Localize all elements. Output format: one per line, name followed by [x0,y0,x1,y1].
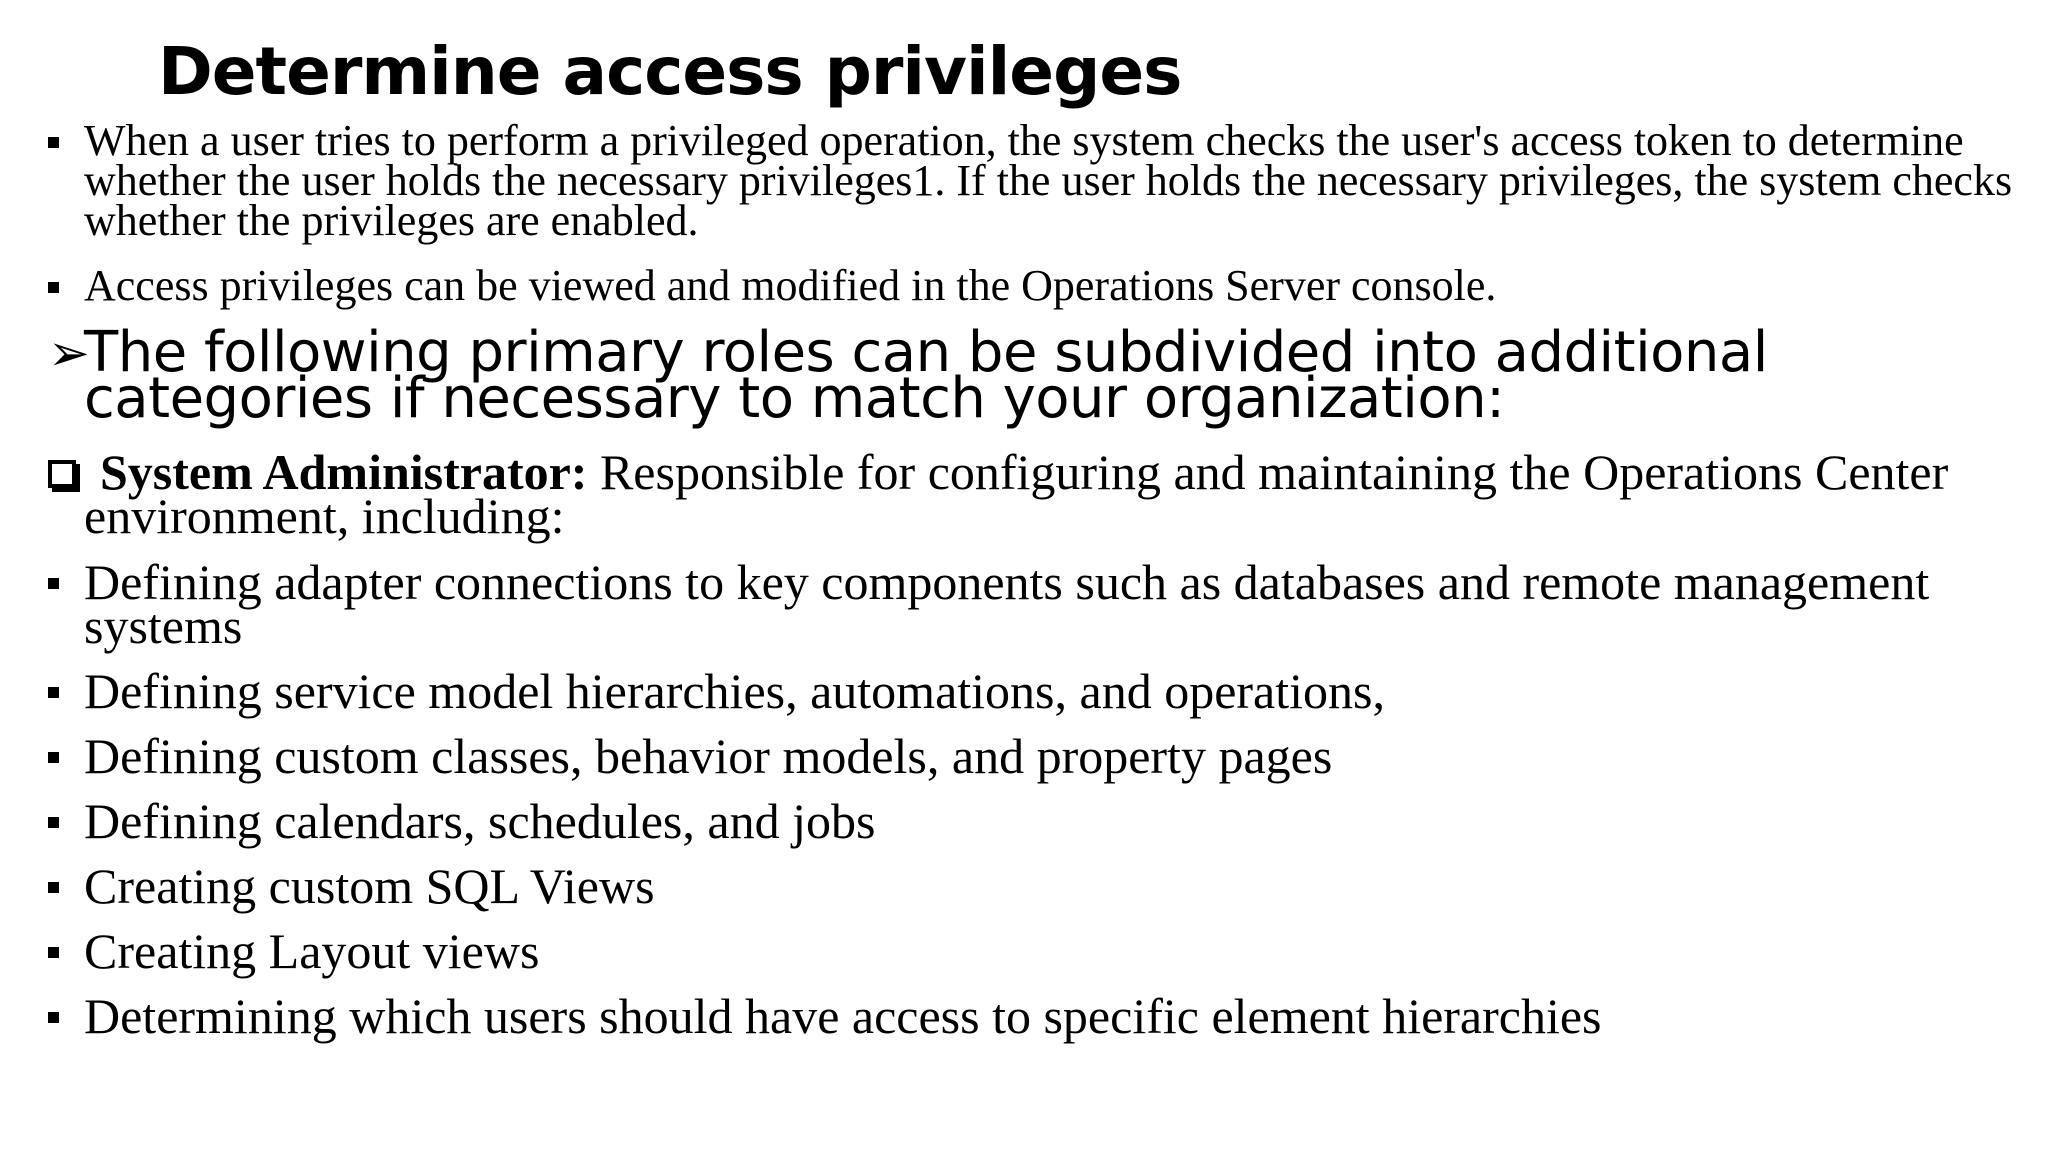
bullet-item [48,261,2023,310]
bullet-text: When a user tries to perform a privileged operation, the system checks the user's access token to determine whether the user holds the necessary privileges1. If the user holds the necessary privileges, the system checks whether the privileges are enabled. [84,116,2013,245]
role-description: Responsible for configuring and maintaining the Operations Center environment, including: [84,444,1949,544]
duty-item [48,663,2023,719]
square-bullet-icon [48,947,59,958]
role-item [48,444,2023,544]
duty-item [48,988,2023,1044]
checkbox-bullet-icon [48,460,76,488]
square-bullet-icon [48,578,59,589]
duty-text: Defining custom classes, behavior models, and property pages [84,728,1333,784]
duty-item [48,554,2023,654]
square-bullet-icon [48,1012,59,1023]
duty-item [48,793,2023,849]
duty-text: Defining adapter connections to key components such as databases and remote management systems [84,554,1930,654]
duty-text: Creating custom SQL Views [84,858,655,914]
duty-text: Determining which users should have access to specific element hierarchies [84,988,1602,1044]
arrow-bullet-icon: ➢ [48,324,90,382]
bullet-text: Access privileges can be viewed and modified in the Operations Server console. [84,261,1497,310]
square-bullet-icon [48,137,59,148]
arrow-point-text: The following primary roles can be subdivided into additional categories if necessary to match your organization: [84,320,1768,431]
square-bullet-icon [48,817,59,828]
duty-text: Creating Layout views [84,923,540,979]
slide-title: Determine access privileges [158,33,1182,110]
duty-item [48,858,2023,914]
role-name: System Administrator: [100,444,588,500]
duty-item [48,728,2023,784]
bullet-item [48,116,2023,245]
duty-text: Defining service model hierarchies, automations, and operations, [84,663,1385,719]
duty-item [48,923,2023,979]
square-bullet-icon [48,687,59,698]
duty-text: Defining calendars, schedules, and jobs [84,793,876,849]
square-bullet-icon [48,752,59,763]
square-bullet-icon [48,882,59,893]
square-bullet-icon [48,282,59,293]
role-text [84,444,2023,544]
arrow-point [48,320,2023,431]
